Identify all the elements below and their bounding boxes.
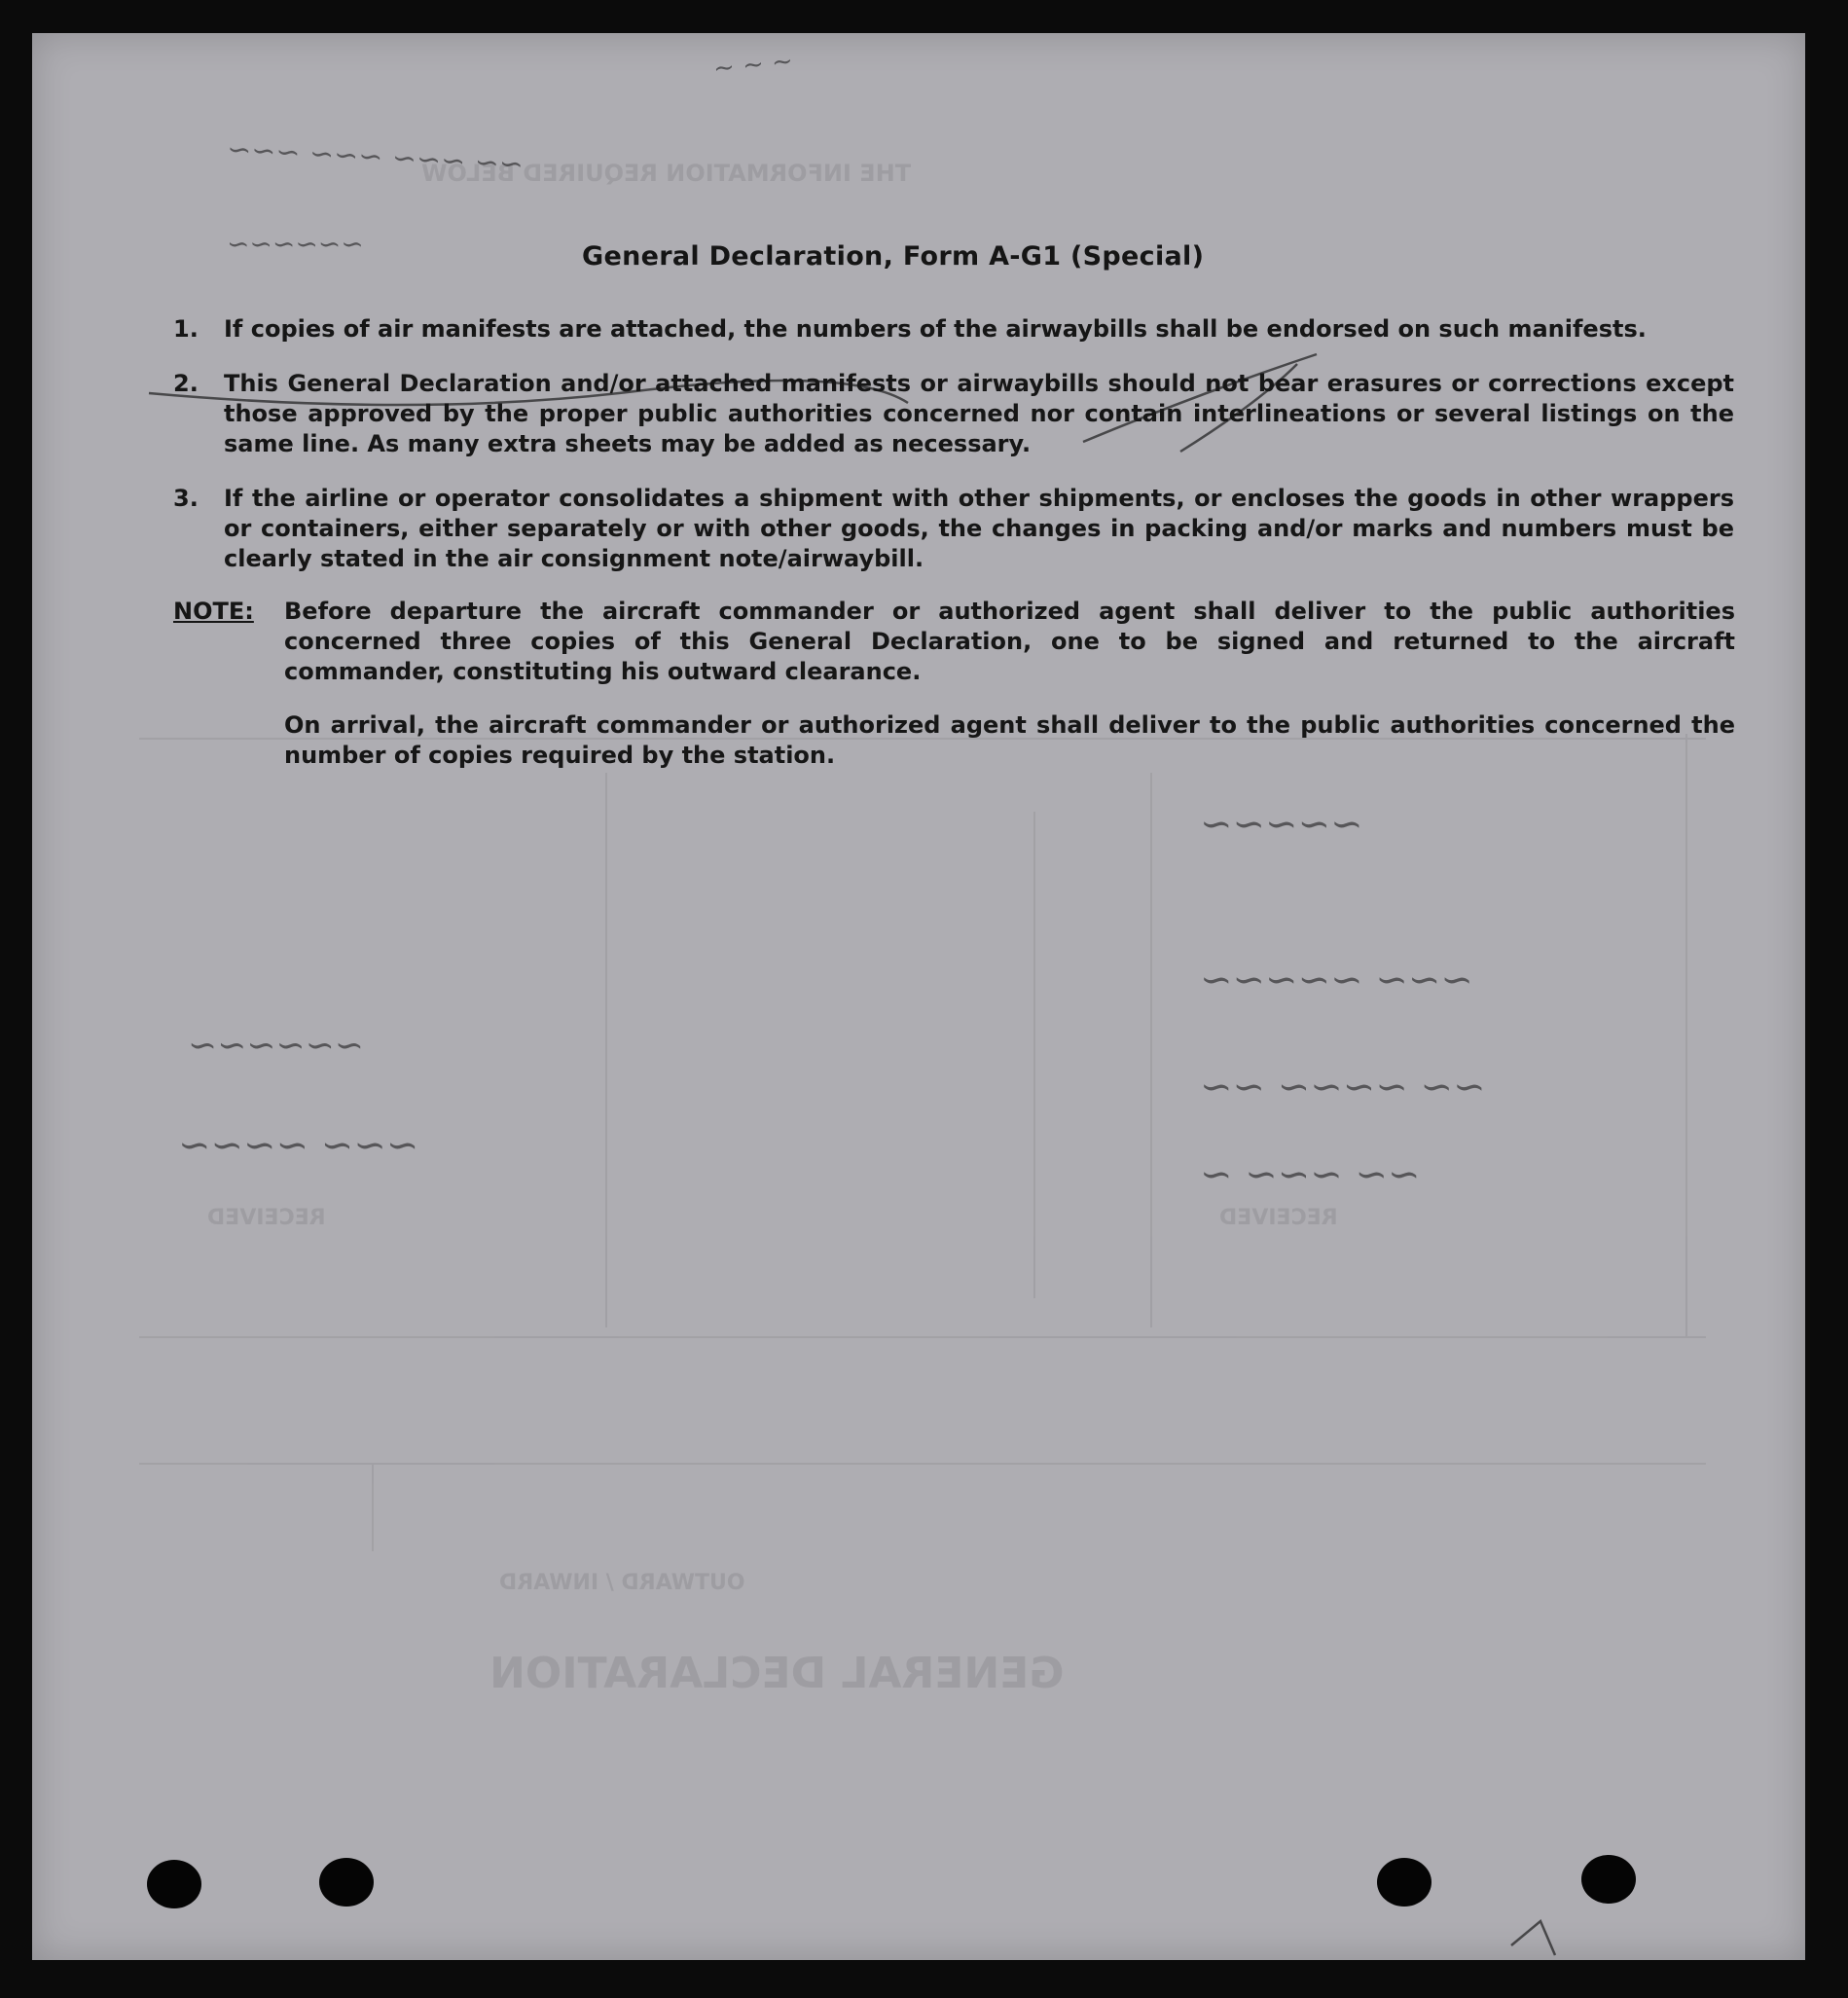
item-number: 1.	[173, 315, 199, 343]
note-paragraph: Before departure the aircraft commander or authorized agent shall deliver to the public authorities concerned three copies of this General Declaration, one to be signed and returned to the aircraft commander, constituting his outward clearance.	[284, 598, 1735, 685]
handwritten-note-left-1: ~~~~~~	[188, 1026, 364, 1066]
item-number: 2.	[173, 370, 199, 397]
punch-hole	[1581, 1855, 1636, 1904]
punch-hole	[1377, 1858, 1431, 1907]
bleed-through-line-1: THE INFORMATION REQUIRED BELOW	[421, 160, 912, 187]
item-text: If copies of air manifests are attached, the numbers of the airwaybills shall be endorsed on such manifests.	[224, 315, 1647, 343]
handwritten-note-right-3: ~~ ~~~~ ~~	[1200, 1065, 1486, 1109]
handwritten-note-top-3: ~~~~~~	[227, 228, 364, 260]
handwritten-note-left-2: ~~~ ~~~~	[178, 1123, 419, 1168]
note-label: NOTE:	[173, 598, 254, 625]
bleed-through-heading: GENERAL DECLARATION	[489, 1649, 1065, 1698]
bleed-through-line-3: RECEIVED	[207, 1206, 326, 1230]
page-title: General Declaration, Form A-G1 (Special)	[582, 241, 1205, 272]
document-page	[32, 33, 1805, 1960]
handwritten-note-right-1: ~~~~~	[1200, 802, 1363, 847]
bleed-through-subheading: OUTWARD / INWARD	[499, 1571, 745, 1595]
punch-hole	[147, 1860, 201, 1908]
punch-hole	[319, 1858, 374, 1907]
handwritten-note-top-2: ~~ ~~~ ~~~ ~~~	[226, 132, 525, 182]
handwritten-note-right-2: ~~~ ~~~~~	[1200, 958, 1473, 1002]
item-text: This General Declaration and/or attached manifests or airwaybills should not bear erasures or corrections except those approved by the proper public authorities concerned nor contain interlineations or several listings on the same line. As many extra sheets may be added as necessary.	[224, 370, 1734, 457]
item-number: 3.	[173, 485, 199, 512]
note-paragraph: On arrival, the aircraft commander or authorized agent shall deliver to the public authorities concerned the number of copies required by the station.	[284, 711, 1735, 769]
handwritten-note-top-1: ~ ~ ~	[711, 46, 795, 85]
item-text: If the airline or operator consolidates a shipment with other shipments, or encloses the goods in other wrappers or containers, either separately or with other goods, the changes in packing and/or marks and numbers must be clearly stated in the air consignment note/airwaybill.	[224, 485, 1734, 572]
handwritten-note-right-4: ~~ ~~~ ~	[1200, 1152, 1421, 1197]
bleed-through-line-2: RECEIVED	[1219, 1206, 1338, 1230]
